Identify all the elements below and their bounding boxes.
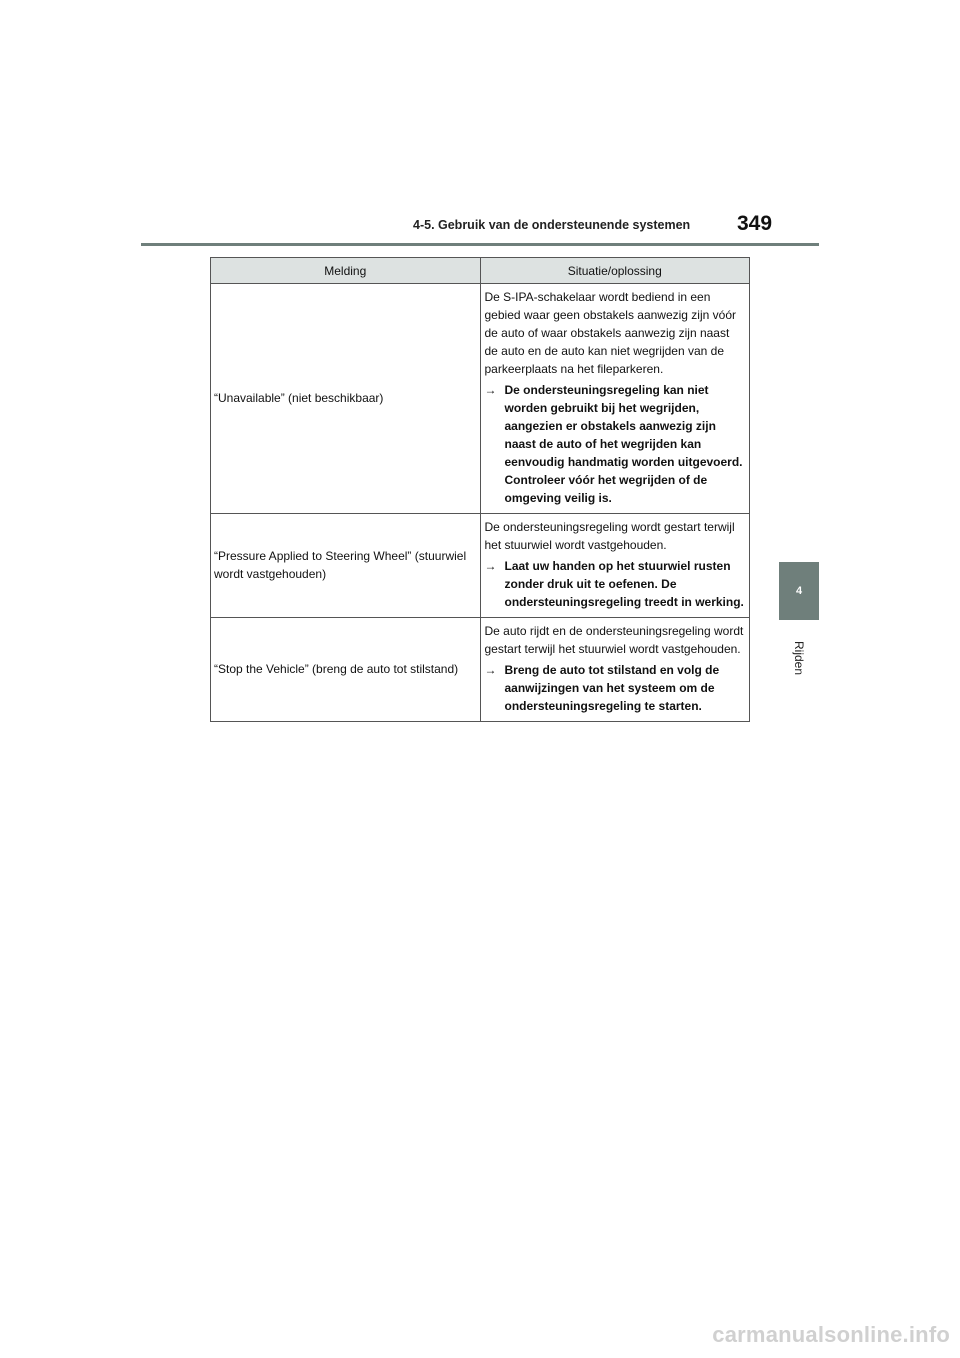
header-divider [141, 243, 819, 246]
watermark: carmanualsonline.info [712, 1322, 950, 1347]
chapter-label-text: Rijden [792, 640, 806, 676]
situation-text: De S-IPA-schakelaar wordt bediend in een gebied waar geen obstakels aanwezig zijn vóór de auto of waar obstakels aanwezig zijn naast de auto en de auto kan niet wegrijden van de parkeerplaats na het fileparkeren. [484, 290, 736, 376]
table-header-row [211, 258, 750, 284]
situation-cell [480, 514, 750, 618]
page-number: 349 [737, 212, 773, 235]
situation-cell [480, 284, 750, 514]
table-row [211, 284, 750, 514]
page-header [0, 0, 960, 250]
arrow-icon: → [484, 559, 497, 573]
solution [485, 661, 746, 715]
chapter-tab-label [778, 628, 820, 688]
solution [485, 557, 746, 611]
solution [485, 381, 746, 507]
solution-text: Breng de auto tot stilstand en volg de aanwijzingen van het systeem om de ondersteuningsregeling te starten. [504, 663, 720, 713]
chapter-tab-number: 4 [779, 562, 819, 620]
column-header-situation: Situatie/oplossing [480, 258, 750, 284]
solution-text: Laat uw handen op het stuurwiel rusten zonder druk uit te oefenen. De ondersteuningsregeling treedt in werking. [504, 559, 744, 609]
arrow-icon: → [484, 383, 497, 397]
solution-text: De ondersteuningsregeling kan niet worden gebruikt bij het wegrijden, aangezien er obstakels aanwezig zijn naast de auto of het wegrijden kan eenvoudig handmatig worden uitgevoerd. Controleer vóór het wegrijden of de omgeving veilig is. [504, 383, 743, 505]
message-cell: “Stop the Vehicle” (breng de auto tot stilstand) [211, 618, 481, 722]
situation-text: De ondersteuningsregeling wordt gestart terwijl het stuurwiel wordt vastgehouden. [484, 520, 735, 552]
situation-text: De auto rijdt en de ondersteuningsregeling wordt gestart terwijl het stuurwiel wordt vastgehouden. [484, 624, 744, 656]
arrow-icon: → [484, 663, 497, 677]
message-table [210, 257, 750, 722]
table-row [211, 618, 750, 722]
message-cell: “Unavailable” (niet beschikbaar) [211, 284, 481, 514]
section-title: 4-5. Gebruik van de ondersteunende systemen [413, 218, 691, 232]
message-cell: “Pressure Applied to Steering Wheel” (stuurwiel wordt vastgehouden) [211, 514, 481, 618]
situation-cell [480, 618, 750, 722]
column-header-message: Melding [211, 258, 481, 284]
table-row [211, 514, 750, 618]
